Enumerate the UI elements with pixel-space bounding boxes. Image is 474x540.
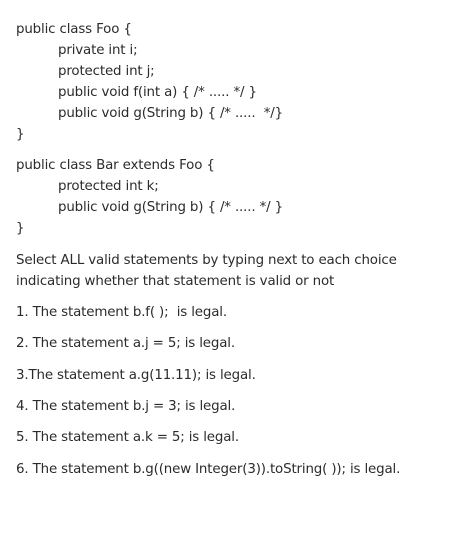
bar-class-header: public class Bar extends Foo { xyxy=(16,158,215,173)
bar-method-g: public void g(String b) { /* ..... */ } xyxy=(58,200,283,215)
choice-5: 5. The statement a.k = 5; is legal. xyxy=(16,430,239,445)
foo-member-j: protected int j; xyxy=(58,64,155,79)
foo-method-g: public void g(String b) { /* ..... */} xyxy=(58,106,283,121)
bar-class-close: } xyxy=(16,221,25,236)
question-prompt: Select ALL valid statements by typing next to each choice indicating whether that statement is valid or not xyxy=(16,253,397,289)
foo-method-f: public void f(int a) { /* ..... */ } xyxy=(58,85,257,100)
choice-1: 1. The statement b.f( ); is legal. xyxy=(16,305,227,320)
choice-6: 6. The statement b.g((new Integer(3)).toString( )); is legal. xyxy=(16,462,401,477)
choice-3: 3.The statement a.g(11.11); is legal. xyxy=(16,368,256,383)
foo-class-header: public class Foo { xyxy=(16,22,132,37)
foo-member-i: private int i; xyxy=(58,43,138,58)
bar-member-k: protected int k; xyxy=(58,179,159,194)
choice-2: 2. The statement a.j = 5; is legal. xyxy=(16,336,235,351)
choice-4: 4. The statement b.j = 3; is legal. xyxy=(16,399,236,414)
foo-class-close: } xyxy=(16,127,25,142)
